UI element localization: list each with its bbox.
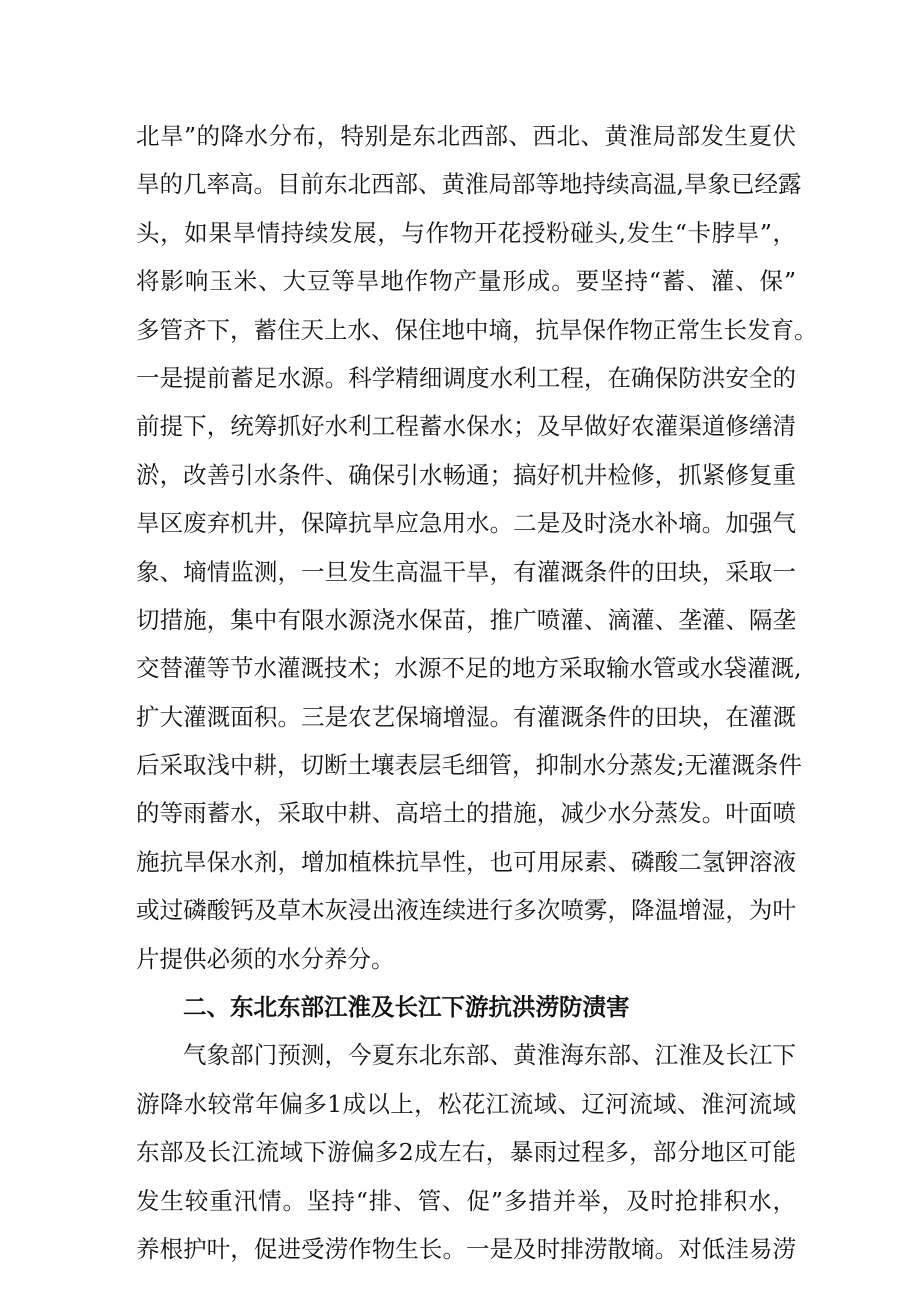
document-body <box>136 112 818 1273</box>
paragraph-line: 切措施，集中有限水源浇水保苗，推广喷灌、滴灌、垄灌、隔垄 <box>136 605 796 634</box>
paragraph-line: 象、墒情监测，一旦发生高温干旱，有灌溉条件的田块，采取一 <box>136 557 796 586</box>
paragraph-line: 多管齐下，蓄住天上水、保住地中墒，抗旱保作物正常生长发育。 <box>136 315 818 344</box>
paragraph-line: 交替灌等节水灌溉技术；水源不足的地方采取输水管或水袋灌溉, <box>136 654 802 683</box>
paragraph-line: 片提供必须的水分养分。 <box>136 944 395 973</box>
paragraph-line: 的等雨蓄水，采取中耕、高培土的措施，减少水分蒸发。叶面喷 <box>136 799 796 828</box>
paragraph-line: 头，如果旱情持续发展，与作物开花授粉碰头,发生“卡脖旱”， <box>136 218 796 247</box>
paragraph-line: 气象部门预测，今夏东北东部、黄淮海东部、江淮及长江下 <box>183 1041 796 1070</box>
paragraph-line: 或过磷酸钙及草木灰浸出液连续进行多次喷雾，降温增湿，为叶 <box>136 896 796 925</box>
paragraph-line: 旱区废弃机井，保障抗旱应急用水。二是及时浇水补墒。加强气 <box>136 509 796 538</box>
paragraph-line: 将影响玉米、大豆等旱地作物产量形成。要坚持“蓄、灌、保” <box>136 267 796 296</box>
paragraph-line: 游降水较常年偏多1成以上，松花江流域、辽河流域、淮河流域 <box>136 1089 796 1118</box>
paragraph-line: 施抗旱保水剂，增加植株抗旱性，也可用尿素、磷酸二氢钾溶液 <box>136 847 796 876</box>
paragraph-line: 东部及长江流域下游偏多2成左右，暴雨过程多，部分地区可能 <box>136 1138 796 1167</box>
paragraph-line: 淤，改善引水条件、确保引水畅通；搞好机井检修，抓紧修复重 <box>136 460 796 489</box>
paragraph-line: 后采取浅中耕，切断土壤表层毛细管，抑制水分蒸发;无灌溉条件 <box>136 751 802 780</box>
paragraph-line: 北旱”的降水分布，特别是东北西部、西北、黄淮局部发生夏伏 <box>136 122 796 150</box>
paragraph-line: 旱的几率高。目前东北西部、黄淮局部等地持续高温,旱象已经露 <box>136 170 802 199</box>
paragraph-line: 前提下，统筹抓好水利工程蓄水保水；及早做好农灌渠道修缮清 <box>136 412 796 441</box>
paragraph-line: 一是提前蓄足水源。科学精细调度水利工程，在确保防洪安全的 <box>136 363 796 392</box>
section-heading: 二、东北东部江淮及长江下游抗洪涝防渍害 <box>183 993 630 1022</box>
paragraph-line: 发生较重汛情。坚持“排、管、促”多措并举，及时抢排积水， <box>136 1186 796 1215</box>
paragraph-line: 养根护叶，促进受涝作物生长。一是及时排涝散墒。对低洼易涝 <box>136 1234 796 1263</box>
paragraph-line: 扩大灌溉面积。三是农艺保墒增湿。有灌溉条件的田块，在灌溉 <box>136 702 796 731</box>
